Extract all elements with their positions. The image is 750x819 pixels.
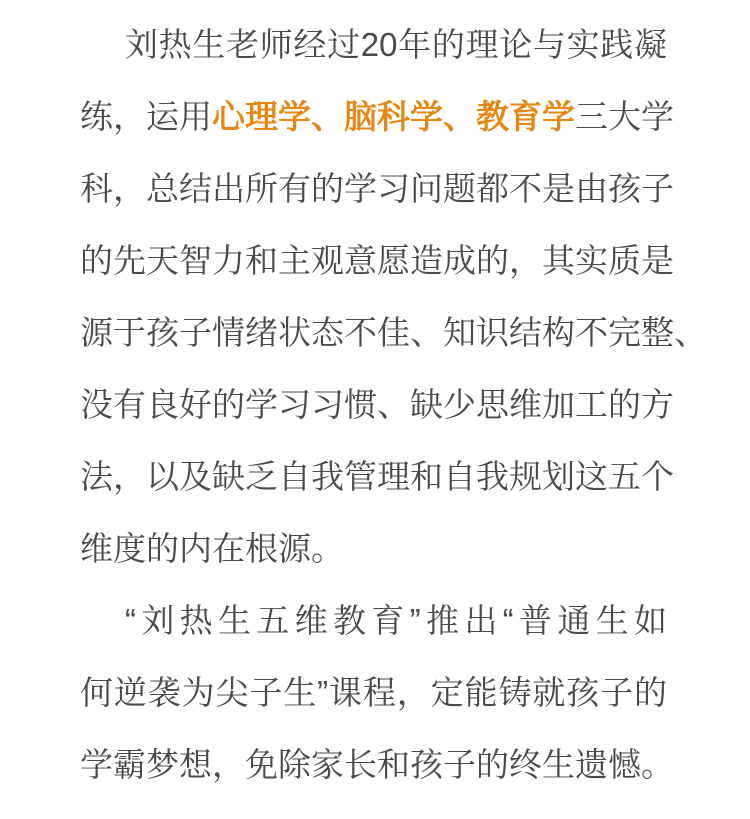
paragraph-line: [80, 729, 674, 801]
text-segment: 科，总结出所有的学习问题都不是由孩子: [80, 170, 674, 207]
text-segment: 三大学: [575, 98, 674, 135]
text-segment: 练，运用: [80, 98, 212, 135]
paragraph-line: [80, 513, 667, 585]
paragraph-line: [80, 9, 667, 81]
text-segment: 刘热生老师经过20年的理论与实践凝: [125, 26, 667, 63]
text-segment: “刘热生五维教育”推出“普通生如: [125, 602, 667, 639]
text-segment: 何逆袭为尖子生”课程，定能铸就孩子的: [80, 674, 667, 711]
paragraph-line: [80, 369, 674, 441]
text-segment: 没有良好的学习习惯、缺少思维加工的方: [80, 386, 674, 423]
paragraph-line: [80, 657, 667, 729]
text-segment: 学霸梦想，免除家长和孩子的终生遗憾。: [80, 746, 674, 783]
highlighted-text: 心理学、脑科学、教育学: [212, 98, 575, 135]
paragraph-line: [80, 297, 707, 369]
paragraph-line: [80, 441, 674, 513]
paragraph-line: [80, 585, 667, 657]
text-segment: 源于孩子情绪状态不佳、知识结构不完整、: [80, 314, 707, 351]
text-segment: 维度的内在根源。: [80, 530, 344, 567]
paragraph-line: [80, 153, 674, 225]
text-segment: 的先天智力和主观意愿造成的，其实质是: [80, 242, 674, 279]
text-segment: 法，以及缺乏自我管理和自我规划这五个: [80, 458, 674, 495]
paragraph-line: [80, 225, 674, 297]
paragraph-line: [80, 81, 674, 153]
